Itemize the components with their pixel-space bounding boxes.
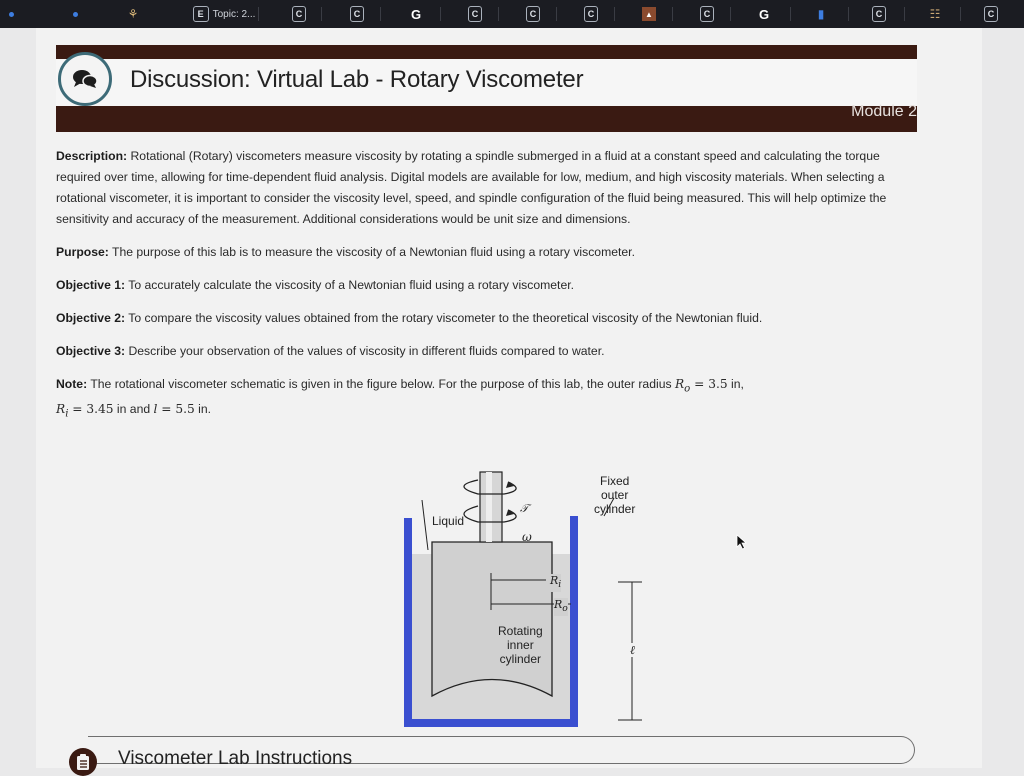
tab-google[interactable] bbox=[408, 5, 424, 23]
rotating-inner-cylinder-label: Rotating inner cylinder bbox=[498, 624, 543, 666]
objective-2-paragraph bbox=[56, 308, 921, 329]
length-symbol: l bbox=[153, 402, 158, 417]
objective-1-label: Objective 1: bbox=[56, 278, 126, 292]
browser-tab-bar bbox=[0, 0, 1024, 28]
outer-radius-unit: in, bbox=[727, 377, 744, 391]
torque-label: 𝒯 bbox=[520, 502, 529, 515]
objective-1-paragraph bbox=[56, 275, 921, 296]
inner-radius-value: = 3.45 bbox=[68, 402, 114, 417]
outer-radius-symbol: $R_o$ bbox=[674, 377, 691, 395]
tab-c[interactable]: C bbox=[872, 5, 886, 23]
ri-label: $R_i$ bbox=[550, 574, 562, 591]
objective-3-paragraph bbox=[56, 341, 921, 362]
tab-flag[interactable]: ▲ bbox=[642, 7, 656, 21]
liquid-leader bbox=[422, 500, 428, 550]
liquid-label: Liquid bbox=[432, 514, 465, 528]
tab-c[interactable]: C bbox=[984, 5, 998, 23]
description-label: Description: bbox=[56, 149, 128, 163]
tab-c[interactable]: C bbox=[700, 5, 714, 23]
google-icon: G bbox=[758, 6, 770, 22]
google-icon: G bbox=[410, 6, 422, 22]
ro-label: $R_o$ bbox=[554, 598, 568, 615]
description-paragraph bbox=[56, 146, 921, 230]
description-text: Rotational (Rotary) viscometers measure viscosity by rotating a spindle submerged in a fluid at a constant speed and calculating the torque required over time, allowing for time-dependent fluid analysis. Digital models are available for low, medium, and high viscosity materials. When selecting a rotational viscometer, it is important to consider the viscosity level, speed, and spindle configuration of the fluid being measured. This will help optimize the sensitivity and accuracy of the measurement. Additional considerations would be unit size and dimensions. bbox=[56, 149, 887, 226]
tab-favicon-dot[interactable] bbox=[4, 5, 18, 23]
instructions-accordion-label[interactable]: Viscometer Lab Instructions bbox=[118, 748, 353, 769]
purpose-paragraph bbox=[56, 242, 921, 263]
tab-google[interactable] bbox=[756, 5, 772, 23]
page-content bbox=[36, 28, 982, 768]
tab-c[interactable]: C bbox=[292, 5, 306, 23]
page-title: Discussion: Virtual Lab - Rotary Viscometer bbox=[130, 66, 584, 93]
length-label: ℓ bbox=[630, 643, 635, 657]
tab-favicon-dot[interactable] bbox=[68, 5, 82, 23]
purpose-text: The purpose of this lab is to measure the viscosity of a Newtonian fluid using a rotary viscometer. bbox=[108, 245, 635, 259]
length-unit: in. bbox=[194, 402, 212, 417]
note-paragraph bbox=[56, 374, 921, 425]
omega-label: ω bbox=[522, 530, 532, 544]
tab-c[interactable]: C bbox=[526, 5, 540, 23]
fixed-outer-cylinder-label: Fixed outer cylinder bbox=[594, 474, 636, 516]
discussion-icon bbox=[58, 52, 112, 106]
purpose-label: Purpose: bbox=[56, 245, 109, 259]
viscometer-schematic bbox=[386, 438, 646, 738]
objective-2-text: To compare the viscosity values obtained from the rotary viscometer to the theoretical viscosity of the Newtonian fluid. bbox=[125, 311, 763, 325]
note-text: The rotational viscometer schematic is given in the figure below. For the purpose of this lab, the outer radius bbox=[87, 377, 675, 391]
tab-c[interactable]: C bbox=[468, 5, 482, 23]
tab-label: Topic: 2... bbox=[212, 8, 256, 20]
tab-c[interactable]: C bbox=[584, 5, 598, 23]
objective-3-label: Objective 3: bbox=[56, 344, 126, 358]
lab-content bbox=[56, 146, 921, 437]
mouse-pointer-icon bbox=[736, 534, 748, 550]
length-value: = 5.5 bbox=[157, 402, 195, 417]
tab-c[interactable]: C bbox=[350, 5, 364, 23]
clipboard-list-icon bbox=[69, 748, 97, 776]
inner-cylinder bbox=[432, 542, 552, 696]
tab-bookmark[interactable]: ▮ bbox=[817, 7, 825, 21]
note-label: Note: bbox=[56, 377, 88, 391]
header-top-band bbox=[56, 45, 917, 59]
tab-misc[interactable]: ☷ bbox=[929, 7, 941, 21]
module-label: Module 2 bbox=[851, 103, 917, 120]
outer-radius-value: = 3.5 bbox=[690, 377, 728, 391]
objective-2-label: Objective 2: bbox=[56, 311, 126, 325]
tab-topic[interactable] bbox=[185, 5, 263, 23]
tab-favicon[interactable]: ⚘ bbox=[127, 7, 139, 21]
inner-radius-unit: in and bbox=[113, 402, 154, 417]
e-icon: E bbox=[193, 6, 209, 22]
objective-1-text: To accurately calculate the viscosity of a Newtonian fluid using a rotary viscometer. bbox=[125, 278, 574, 292]
objective-3-text: Describe your observation of the values of viscosity in different fluids compared to water. bbox=[125, 344, 605, 358]
inner-radius-symbol: $R_i$ bbox=[56, 402, 69, 420]
